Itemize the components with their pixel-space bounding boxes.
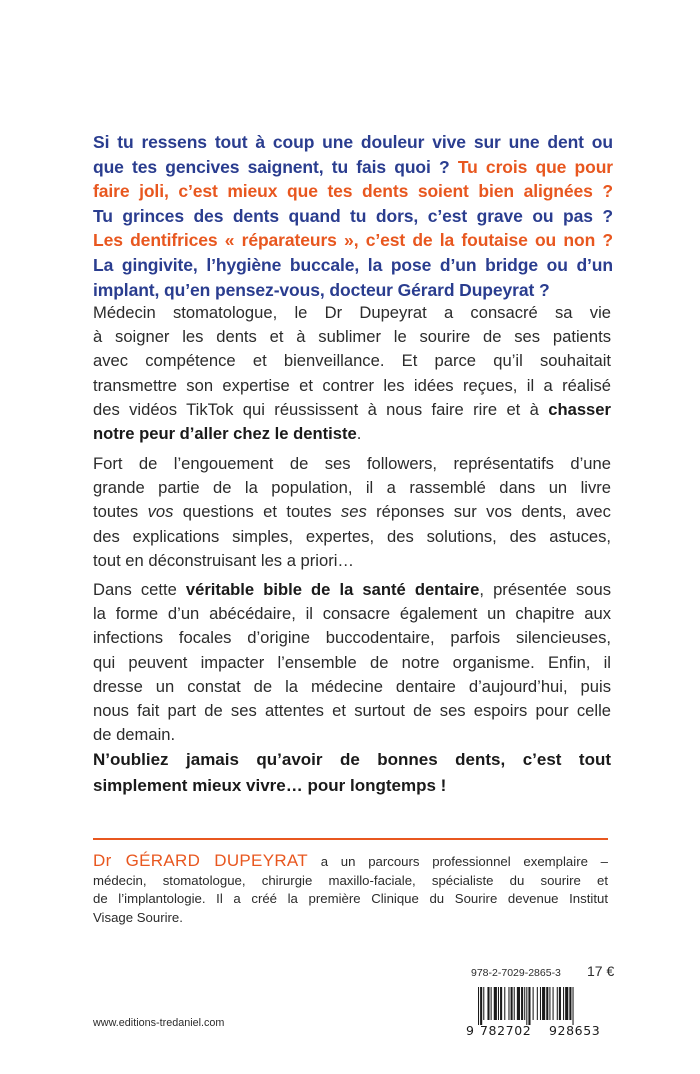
paragraph-line	[93, 422, 611, 446]
teaser-text-orange: Tu crois que pour	[457, 156, 613, 177]
paragraph-line: tout en déconstruisant les a priori…	[93, 550, 355, 570]
barcode-bars	[466, 985, 616, 1025]
barcode-digit-group-1: 782702	[480, 1023, 532, 1038]
paragraph-line: Médecin stomatologue, le Dr Dupeyrat a consacré sa vie	[93, 303, 611, 322]
price: 17 €	[587, 963, 615, 979]
teaser-line: Les dentifrices « réparateurs », c’est de la foutaise ou non ?	[93, 230, 613, 251]
teaser-line: Si tu ressens tout à coup une douleur vive sur une dent ou	[93, 132, 613, 152]
description-paragraph-3	[93, 578, 611, 747]
barcode-digit-group-2: 928653	[549, 1023, 601, 1038]
paragraph-line	[93, 578, 611, 602]
paragraph-line: de demain.	[93, 725, 176, 745]
isbn-number: 978-2-7029-2865-3	[471, 967, 561, 979]
paragraph-line	[93, 500, 611, 524]
orange-divider	[93, 838, 608, 840]
teaser-questions	[93, 130, 613, 302]
paragraph-line: grande partie de la population, il a rassemblé dans un livre	[93, 478, 611, 498]
paragraph-line: transmettre son expertise et contrer les idées reçues, il a réalisé	[93, 375, 611, 395]
paragraph-emphasis: chasser	[548, 399, 611, 419]
paragraph-line: dresse un constat de la médecine dentaire d’aujourd’hui, puis	[93, 676, 611, 696]
paragraph-italic: ses	[340, 502, 367, 522]
teaser-line: faire joli, c’est mieux que tes dents soient bien alignées ?	[93, 181, 613, 202]
barcode-digit-first: 9	[466, 1023, 475, 1038]
teaser-line: Tu grinces des dents quand tu dors, c’est grave ou pas ?	[93, 205, 613, 226]
paragraph-text: réponses sur vos dents, avec	[376, 502, 611, 522]
bio-line: médecin, stomatologue, chirurgie maxillo-faciale, spécialiste du sourire et	[93, 872, 608, 888]
paragraph-text: des vidéos TikTok qui réussissent à nous faire rire et à	[93, 399, 539, 419]
paragraph-text: toutes	[93, 502, 139, 522]
closing-line: N’oubliez jamais qu’avoir de bonnes dents, c’est tout	[93, 750, 611, 769]
author-name: Dr GÉRARD DUPEYRAT	[93, 851, 308, 870]
bio-line: Visage Sourire.	[93, 909, 183, 925]
paragraph-line: qui peuvent impacter l’ensemble de notre organisme. Enfin, il	[93, 652, 611, 672]
paragraph-line: la forme d’un abécédaire, il consacre également un chapitre aux	[93, 604, 611, 624]
paragraph-text: questions et toutes	[182, 502, 332, 522]
description-paragraph-1	[93, 301, 611, 446]
description-paragraph-2	[93, 452, 611, 573]
paragraph-line: nous fait part de ses attentes et surtout de ses espoirs pour celle	[93, 701, 611, 721]
publisher-website: www.editions-tredaniel.com	[93, 1017, 225, 1029]
bio-line	[93, 852, 608, 872]
closing-statement	[93, 747, 611, 799]
paragraph-text: Dans cette	[93, 580, 177, 599]
paragraph-line: infections focales d’origine buccodentaire, parfois silencieuses,	[93, 628, 611, 648]
author-bio	[93, 852, 608, 927]
paragraph-italic: vos	[147, 502, 174, 522]
bio-text: a un parcours professionnel exemplaire –	[320, 854, 608, 869]
paragraph-line: à soigner les dents et à sublimer le sourire de ses patients	[93, 327, 611, 347]
teaser-line: La gingivite, l’hygiène buccale, la pose d’un bridge ou d’un	[93, 254, 613, 275]
barcode	[466, 985, 616, 1041]
paragraph-text: , présentée sous	[479, 580, 611, 599]
paragraph-line	[93, 398, 611, 422]
paragraph-emphasis: véritable bible de la santé dentaire	[185, 580, 480, 599]
teaser-line	[93, 155, 613, 180]
paragraph-line: Fort de l’engouement de ses followers, représentatifs d’une	[93, 454, 611, 473]
paragraph-line: avec compétence et bienveillance. Et parce qu’il souhaitait	[93, 351, 611, 371]
teaser-text-blue: que tes gencives saignent, tu fais quoi ?	[93, 156, 450, 177]
closing-line: simplement mieux vivre… pour longtemps !	[93, 776, 447, 795]
paragraph-text: .	[356, 424, 362, 444]
teaser-line: implant, qu’en pensez-vous, docteur Gérard Dupeyrat ?	[93, 279, 550, 300]
bio-line: de l’implantologie. Il a créé la première Clinique du Sourire devenue Institut	[93, 891, 608, 907]
paragraph-line: des explications simples, expertes, des solutions, des astuces,	[93, 526, 611, 546]
paragraph-emphasis: notre peur d’aller chez le dentiste	[93, 424, 357, 444]
